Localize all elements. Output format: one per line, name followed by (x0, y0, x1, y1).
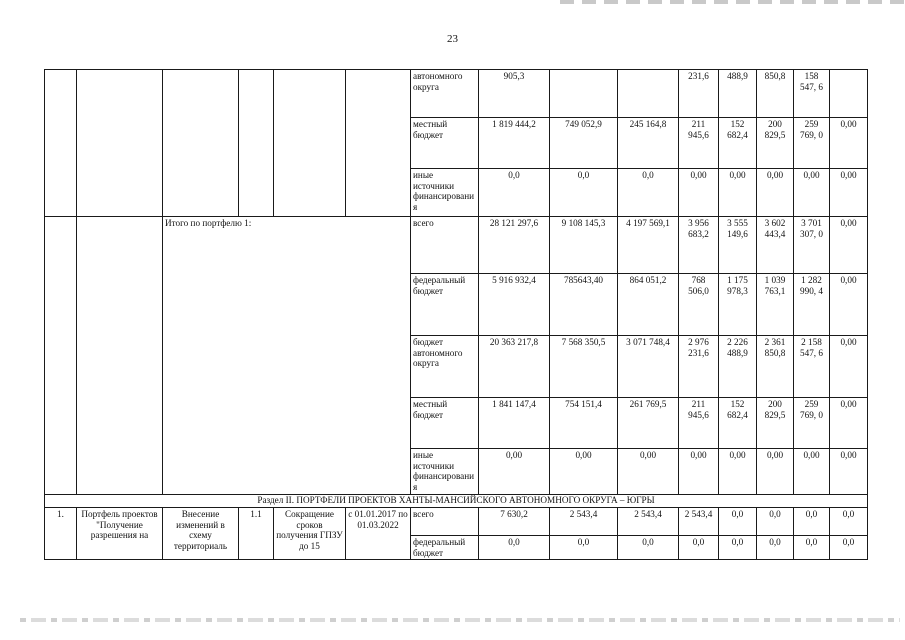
value-cell: 0,00 (830, 274, 868, 336)
project-number: 1. (45, 508, 77, 560)
scan-artifact-top (560, 0, 905, 4)
value-cell: 0,00 (794, 169, 830, 217)
table-row (45, 217, 868, 274)
project-goal: Сокращение сроков получения ГПЗУ до 15 (274, 508, 346, 560)
value-cell: 3 555 149,6 (719, 217, 757, 274)
value-cell: 0,00 (757, 169, 794, 217)
scan-artifact-bottom (20, 618, 900, 622)
value-cell: 2 543,4 (618, 508, 679, 536)
value-cell: 0,00 (550, 449, 618, 495)
value-cell: 0,00 (719, 169, 757, 217)
value-cell: 3 701 307, 0 (794, 217, 830, 274)
value-cell: 231,6 (679, 70, 719, 118)
cell-blank (346, 70, 411, 217)
page-number: 23 (447, 33, 458, 45)
value-cell: 7 630,2 (479, 508, 550, 536)
cell-blank (239, 70, 274, 217)
value-cell: 0,0 (719, 508, 757, 536)
value-cell: 0,00 (830, 398, 868, 449)
value-cell: 158 547, 6 (794, 70, 830, 118)
value-cell: 2 543,4 (550, 508, 618, 536)
value-cell: 259 769, 0 (794, 398, 830, 449)
value-cell: 2 543,4 (679, 508, 719, 536)
value-cell: 211 945,6 (679, 398, 719, 449)
value-cell: 0,0 (794, 536, 830, 560)
value-cell: 1 039 763,1 (757, 274, 794, 336)
value-cell: 768 506,0 (679, 274, 719, 336)
value-cell: 2 976 231,6 (679, 336, 719, 398)
value-cell: 20 363 217,8 (479, 336, 550, 398)
value-cell: 0,00 (794, 449, 830, 495)
value-cell (618, 70, 679, 118)
value-cell: 0,00 (757, 449, 794, 495)
value-cell: 0,0 (550, 169, 618, 217)
value-cell: 0,0 (757, 536, 794, 560)
value-cell: 0,00 (830, 169, 868, 217)
value-cell: 0,00 (830, 118, 868, 169)
value-cell: 0,00 (618, 449, 679, 495)
funding-source: местный бюджет (411, 398, 479, 449)
cell-blank (77, 217, 163, 495)
value-cell: 2 158 547, 6 (794, 336, 830, 398)
section-title: Раздел II. ПОРТФЕЛИ ПРОЕКТОВ ХАНТЫ-МАНСИЙСКОГО АВТОНОМНОГО ОКРУГА – ЮГРЫ (45, 495, 868, 508)
value-cell: 1 841 147,4 (479, 398, 550, 449)
funding-source: федеральный бюджет (411, 274, 479, 336)
value-cell: 0,0 (479, 536, 550, 560)
funding-source: федеральный бюджет (411, 536, 479, 560)
value-cell: 0,00 (679, 169, 719, 217)
value-cell: 0,0 (719, 536, 757, 560)
value-cell: 0,0 (830, 536, 868, 560)
value-cell: 0,0 (830, 508, 868, 536)
value-cell: 259 769, 0 (794, 118, 830, 169)
value-cell: 1 282 990, 4 (794, 274, 830, 336)
table-row (45, 495, 868, 508)
value-cell: 3 602 443,4 (757, 217, 794, 274)
value-cell: 152 682,4 (719, 398, 757, 449)
value-cell: 0,00 (719, 449, 757, 495)
project-portfolio: Портфель проектов "Получение разрешения на (77, 508, 163, 560)
value-cell (830, 70, 868, 118)
value-cell: 754 151,4 (550, 398, 618, 449)
value-cell: 0,0 (679, 536, 719, 560)
cell-blank (77, 70, 163, 217)
value-cell: 245 164,8 (618, 118, 679, 169)
value-cell: 850,8 (757, 70, 794, 118)
value-cell: 0,0 (757, 508, 794, 536)
funding-source: автономного округа (411, 70, 479, 118)
table-row (45, 508, 868, 536)
project-direction: Внесение изменений в схему территориаль (163, 508, 239, 560)
cell-blank (163, 70, 239, 217)
project-sub-number: 1.1 (239, 508, 274, 560)
value-cell: 0,00 (679, 449, 719, 495)
funding-source: местный бюджет (411, 118, 479, 169)
value-cell: 3 956 683,2 (679, 217, 719, 274)
value-cell: 7 568 350,5 (550, 336, 618, 398)
value-cell: 28 121 297,6 (479, 217, 550, 274)
value-cell: 1 175 978,3 (719, 274, 757, 336)
value-cell: 4 197 569,1 (618, 217, 679, 274)
value-cell: 0,0 (550, 536, 618, 560)
funding-source: бюджет автономного округа (411, 336, 479, 398)
value-cell: 749 052,9 (550, 118, 618, 169)
table-row (45, 70, 868, 118)
value-cell: 0,0 (618, 169, 679, 217)
value-cell: 0,00 (830, 217, 868, 274)
value-cell: 200 829,5 (757, 398, 794, 449)
funding-source: иные источники финансирования (411, 169, 479, 217)
value-cell: 0,0 (618, 536, 679, 560)
value-cell: 9 108 145,3 (550, 217, 618, 274)
value-cell: 905,3 (479, 70, 550, 118)
value-cell: 0,00 (830, 336, 868, 398)
project-period: с 01.01.2017 по 01.03.2022 (346, 508, 411, 560)
value-cell: 0,0 (479, 169, 550, 217)
value-cell: 5 916 932,4 (479, 274, 550, 336)
cell-blank (45, 217, 77, 495)
value-cell: 3 071 748,4 (618, 336, 679, 398)
value-cell: 1 819 444,2 (479, 118, 550, 169)
value-cell: 785643,40 (550, 274, 618, 336)
funding-source: всего (411, 217, 479, 274)
portfolio-total-label: Итого по портфелю 1: (163, 217, 411, 495)
value-cell: 211 945,6 (679, 118, 719, 169)
value-cell: 0,00 (830, 449, 868, 495)
value-cell: 200 829,5 (757, 118, 794, 169)
value-cell: 488,9 (719, 70, 757, 118)
value-cell: 2 226 488,9 (719, 336, 757, 398)
value-cell (550, 70, 618, 118)
value-cell: 0,0 (794, 508, 830, 536)
cell-blank (45, 70, 77, 217)
cell-blank (274, 70, 346, 217)
value-cell: 152 682,4 (719, 118, 757, 169)
value-cell: 864 051,2 (618, 274, 679, 336)
value-cell: 261 769,5 (618, 398, 679, 449)
budget-table (44, 69, 868, 560)
funding-source: иные источники финансирования (411, 449, 479, 495)
funding-source: всего (411, 508, 479, 536)
value-cell: 0,00 (479, 449, 550, 495)
value-cell: 2 361 850,8 (757, 336, 794, 398)
